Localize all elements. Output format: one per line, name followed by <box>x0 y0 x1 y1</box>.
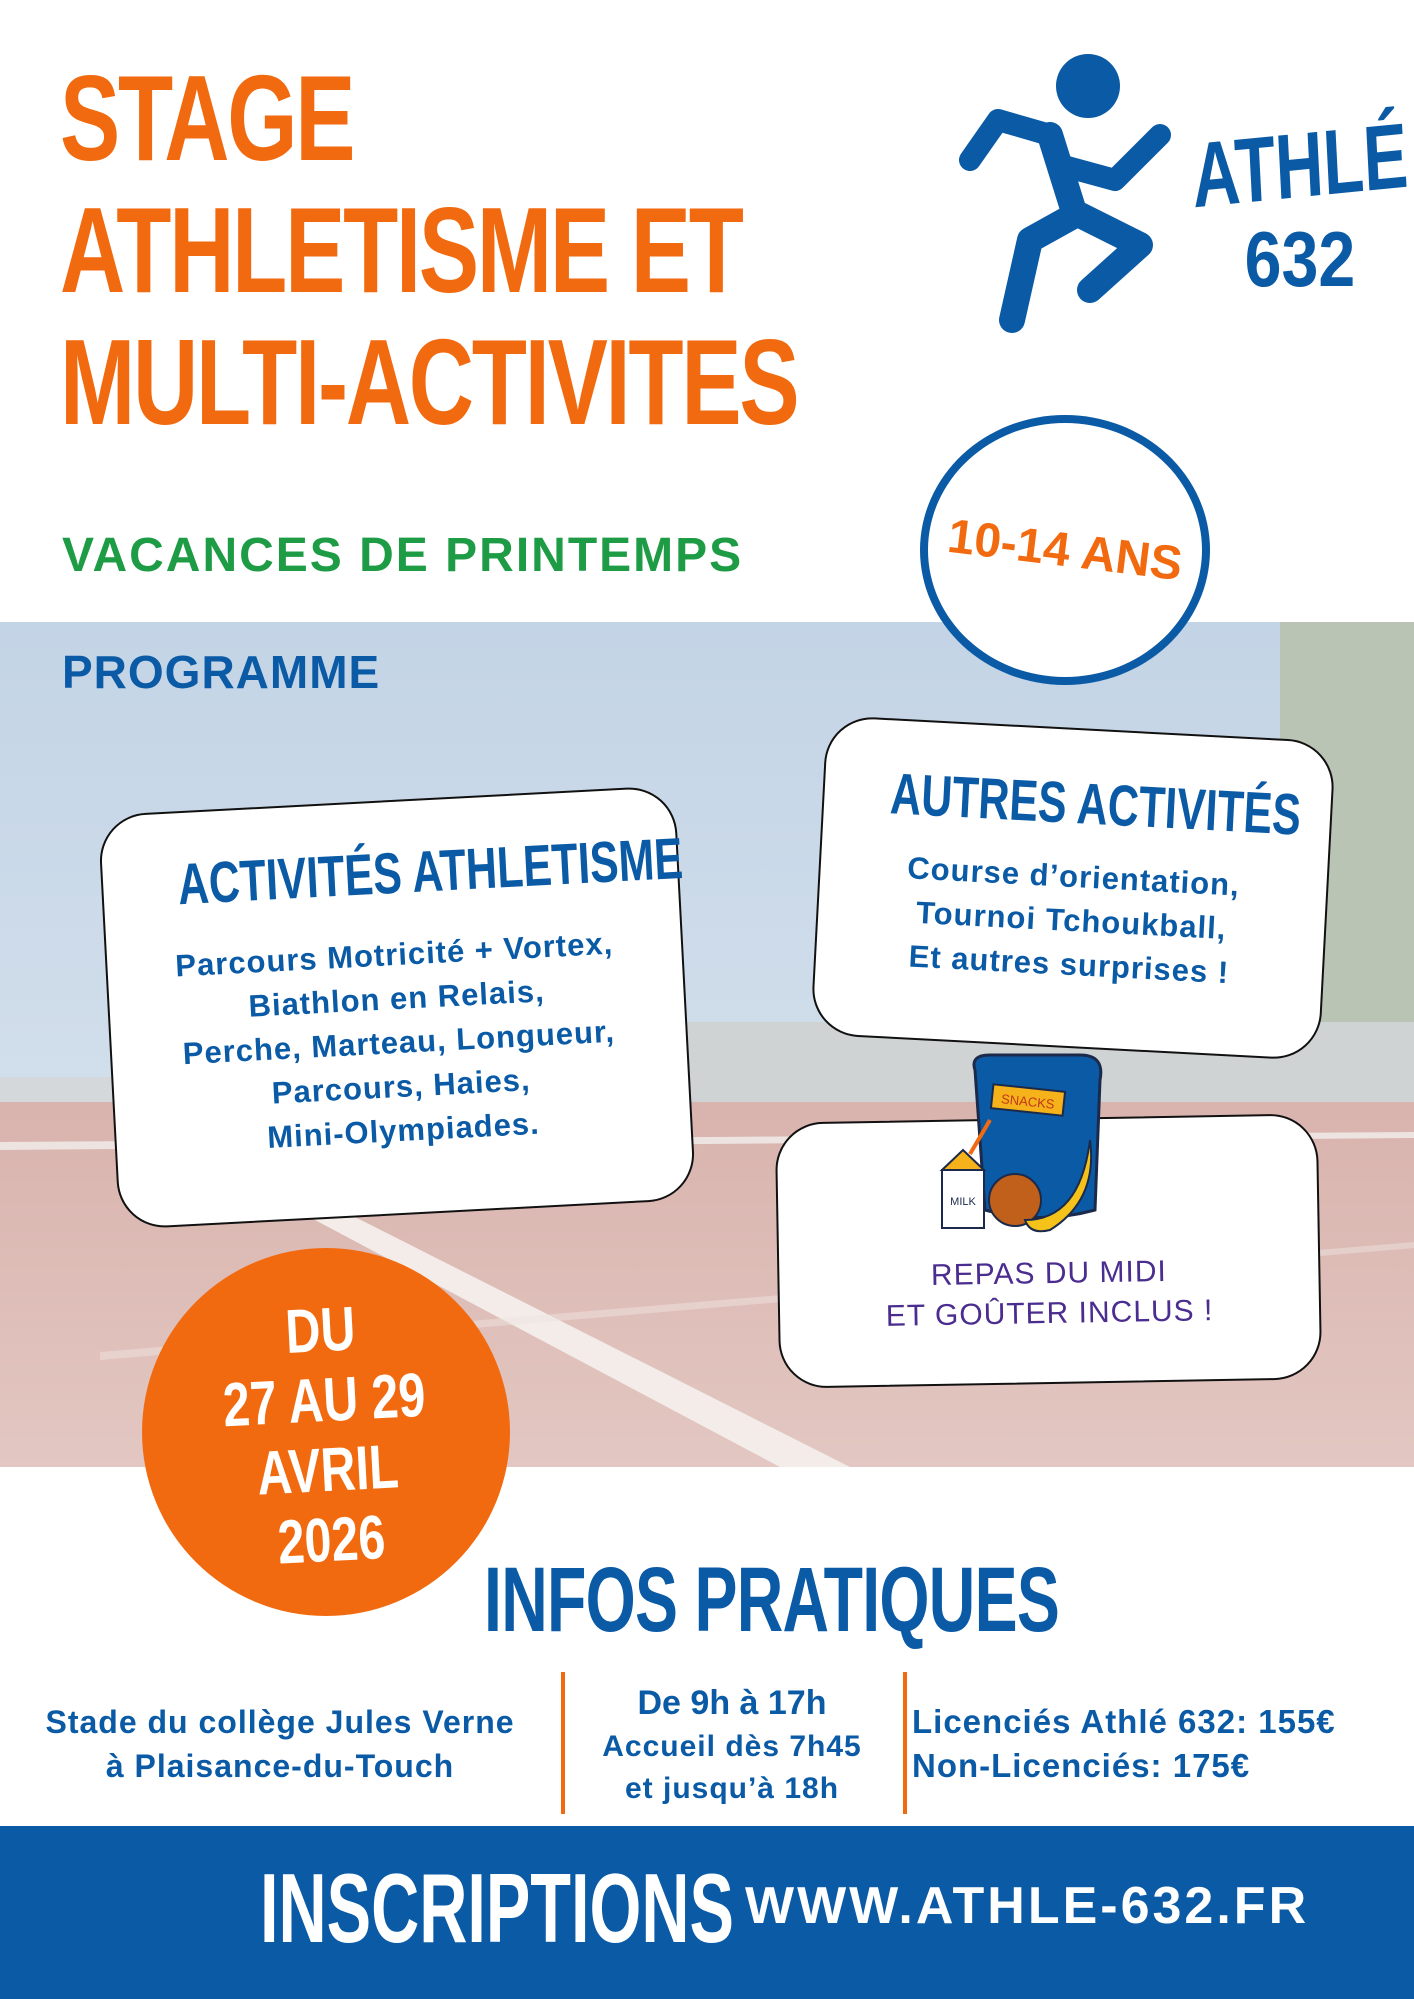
subtitle: VACANCES DE PRINTEMPS <box>62 529 744 582</box>
athletisme-line: Mini-Olympiades. <box>266 1105 541 1155</box>
logo-line-1: ATHLÉ <box>1189 104 1411 228</box>
title-line-1: STAGE <box>60 50 354 186</box>
date-line: 27 AU 29 <box>221 1360 428 1441</box>
athletisme-heading: ACTIVITÉS ATHLETISME <box>176 825 685 918</box>
autres-heading: AUTRES ACTIVITÉS <box>888 761 1303 848</box>
autres-line: Tournoi Tchoukball, <box>915 894 1228 947</box>
autres-line: Course d’orientation, <box>906 850 1241 903</box>
place-line: à Plaisance-du-Touch <box>105 1748 455 1784</box>
snack-bag-icon <box>930 1050 1130 1250</box>
logo-text <box>1150 104 1414 303</box>
repas-line: ET GOÛTER INCLUS ! <box>885 1294 1214 1333</box>
date-line: 2026 <box>275 1503 387 1578</box>
footer-bar <box>0 1826 1414 1999</box>
hours-line: Accueil dès 7h45 <box>602 1730 862 1763</box>
info-prices <box>912 1700 1412 1788</box>
page-title <box>60 52 940 448</box>
info-hours <box>574 1680 890 1810</box>
athletisme-line: Perche, Marteau, Longueur, <box>181 1013 616 1072</box>
snack-label: SNACKS <box>1000 1091 1056 1112</box>
info-divider <box>903 1672 907 1814</box>
milk-label: MILK <box>950 1196 976 1208</box>
programme-label: PROGRAMME <box>62 646 381 698</box>
repas-line: REPAS DU MIDI <box>930 1254 1168 1293</box>
autres-line: Et autres surprises ! <box>907 938 1231 991</box>
date-line: AVRIL <box>255 1432 401 1509</box>
title-line-3: MULTI-ACTIVITES <box>60 314 798 450</box>
date-badge <box>142 1248 510 1616</box>
athletisme-line: Biathlon en Relais, <box>247 973 546 1024</box>
logo-line-2: 632 <box>1244 215 1356 303</box>
title-line-2: ATHLETISME ET <box>60 182 742 318</box>
inscriptions-label: INSCRIPTIONS <box>260 1853 734 1963</box>
price-line: Licenciés Athlé 632: 155€ <box>912 1703 1336 1740</box>
athletisme-line: Parcours Motricité + Vortex, <box>174 925 614 984</box>
info-place <box>10 1700 550 1788</box>
age-badge <box>920 415 1210 685</box>
age-badge-label: 10-14 ANS <box>944 509 1186 592</box>
info-divider <box>561 1672 565 1814</box>
autres-card <box>810 715 1336 1061</box>
hours-main: De 9h à 17h <box>637 1684 827 1722</box>
website-link[interactable]: WWW.ATHLE-632.FR <box>745 1877 1310 1935</box>
place-line: Stade du collège Jules Verne <box>45 1704 515 1740</box>
infos-title: INFOS PRATIQUES <box>484 1549 1060 1651</box>
athletisme-line: Parcours, Haies, <box>270 1062 532 1111</box>
date-line: DU <box>283 1294 358 1367</box>
athletisme-card <box>98 785 697 1230</box>
price-line: Non-Licenciés: 175€ <box>912 1747 1251 1784</box>
hours-line: et jusqu’à 18h <box>624 1772 840 1805</box>
